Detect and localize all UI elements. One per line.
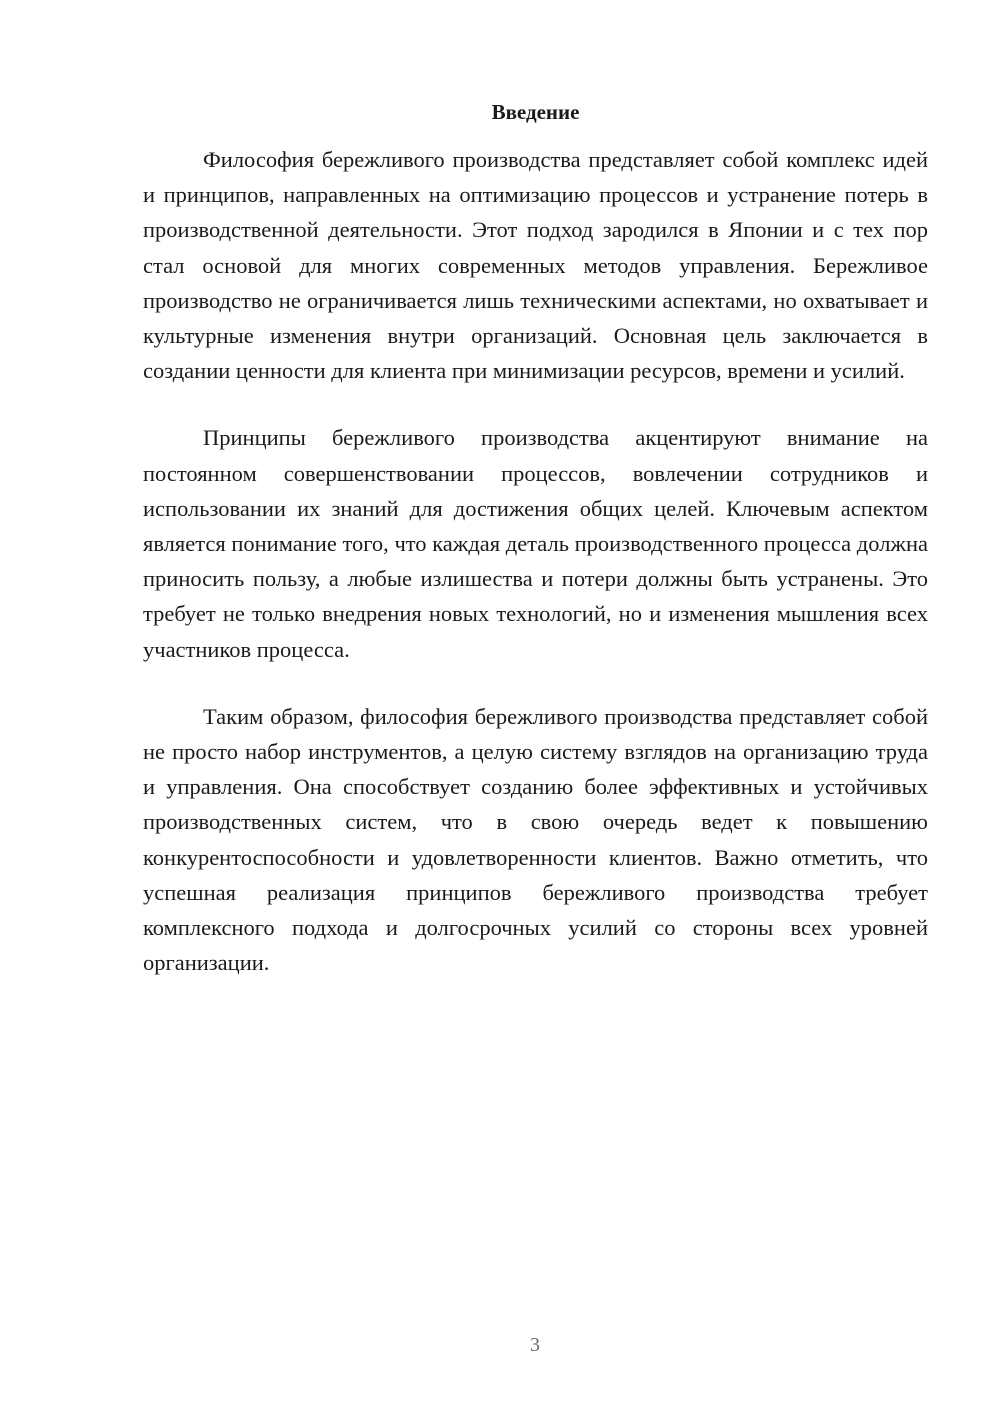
paragraph-2: Принципы бережливого производства акцентируют внимание на постоянном совершенствовании процессов, вовлечении сотрудников и использовании их знаний для достижения общих целей. Ключевым аспектом является понимание того, что каждая деталь производственного процесса должна приносить пользу, а любые излишества и потери должны быть устранены. Это требует не только внедрения новых технологий, но и изменения мышления всех участников процесса. [143, 425, 928, 662]
paragraph-1: Философия бережливого производства представляет собой комплекс идей и принципов, направленных на оптимизацию процессов и устранение потерь в производственной деятельности. Этот подход зародился в Японии и с тех пор стал основой для многих современных методов управления. Бережливое производство не ограничивается лишь техническими аспектами, но охватывает и культурные изменения внутри организаций. Основная цель заключается в создании ценности для клиента при минимизации ресурсов, времени и усилий. [143, 147, 928, 384]
paragraph-3: Таким образом, философия бережливого производства представляет собой не просто набор инструментов, а целую систему взглядов на организацию труда и управления. Она способствует созданию более эффективных и устойчивых производственных систем, что в свою очередь ведет к повышению конкурентоспособности и удовлетворенности клиентов. Важно отметить, что успешная реализация принципов бережливого производства требует комплексного подхода и долгосрочных усилий со стороны всех уровней организации. [143, 703, 928, 976]
page-number: 3 [530, 1334, 540, 1356]
page-title: Введение [491, 100, 580, 124]
document-body [143, 142, 928, 1012]
